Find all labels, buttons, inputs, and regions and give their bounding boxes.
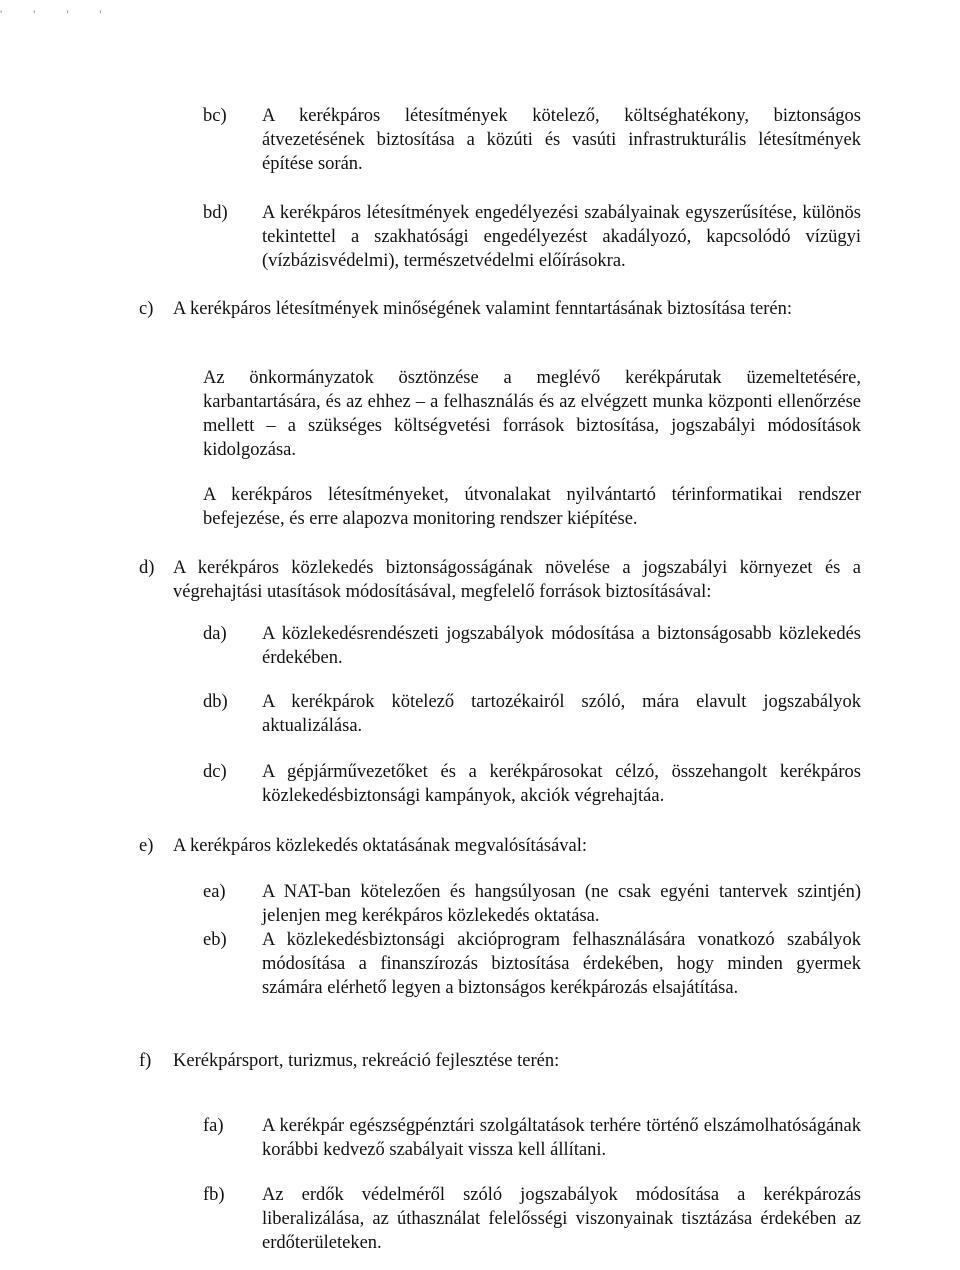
item-text: A kerékpárok kötelező tartozékairól szóló, mára elavult jogszabályok aktualizálása. — [262, 692, 861, 736]
section-heading: A kerékpáros közlekedés oktatásának megvalósításával: — [173, 836, 588, 856]
list-item-da — [203, 622, 861, 670]
item-text: A gépjárművezetőket és a kerékpárosokat célzó, összehangolt kerékpáros közlekedésbiztonsági kampányok, akciók végrehajtáa. — [262, 762, 861, 806]
scan-artifact-marks: ' ' ' ' — [0, 7, 116, 21]
section-heading: A kerékpáros közlekedés biztonságosságának növelése a jogszabályi környezet és a végrehajtási utasítások módosításával, megfelelő források biztosításával: — [173, 558, 861, 602]
item-label: dc) — [203, 762, 227, 782]
list-item-ea — [203, 880, 861, 928]
item-text: A kerékpáros létesítmények kötelező, költséghatékony, biztonságos átvezetésének biztosítása a közúti és vasúti infrastrukturális létesítmények építése során. — [262, 106, 861, 174]
item-text: A kerékpáros létesítmények engedélyezési szabályainak egyszerűsítése, különös tekintettel a szakhatósági engedélyezést akadályozó, kapcsolódó vízügyi (vízbázisvédelmi), természetvédelmi előírásokra. — [262, 203, 861, 271]
section-label: f) — [139, 1051, 152, 1071]
section-label: c) — [139, 299, 154, 319]
section-heading: Kerékpársport, turizmus, rekreáció fejlesztése terén: — [173, 1051, 560, 1071]
list-item-dc — [203, 760, 861, 808]
item-label: bd) — [203, 203, 228, 223]
list-item-eb — [203, 928, 861, 1000]
list-item-bd — [203, 201, 861, 273]
section-f — [139, 1049, 861, 1073]
item-label: db) — [203, 692, 228, 712]
item-label: bc) — [203, 106, 227, 126]
list-item-bc — [203, 104, 861, 176]
item-label: da) — [203, 624, 227, 644]
item-label: fa) — [203, 1116, 224, 1136]
section-c-paragraph-2: A kerékpáros létesítményeket, útvonalakat nyilvántartó térinformatikai rendszer befejezése, és erre alapozva monitoring rendszer kiépítése. — [203, 485, 861, 529]
item-text: A kerékpár egészségpénztári szolgáltatások terhére történő elszámolhatóságának korábbi kedvező szabályait vissza kell állítani. — [262, 1116, 861, 1160]
section-c — [139, 297, 861, 321]
section-label: e) — [139, 836, 154, 856]
list-item-fa — [203, 1114, 861, 1162]
item-text: A NAT-ban kötelezően és hangsúlyosan (ne csak egyéni tantervek szintjén) jelenjen meg kerékpáros közlekedés oktatása. — [262, 882, 861, 926]
item-label: eb) — [203, 930, 227, 950]
item-label: ea) — [203, 882, 226, 902]
section-d — [139, 556, 861, 604]
list-item-db — [203, 690, 861, 738]
item-label: fb) — [203, 1185, 225, 1205]
section-c-paragraph-1: Az önkormányzatok ösztönzése a meglévő kerékpárutak üzemeltetésére, karbantartására, és az ehhez – a felhasználás és az elvégzett munka központi ellenőrzése mellett – a szükséges költségvetési források biztosítása, jogszabályi módosítások kidolgozása. — [203, 368, 861, 460]
list-item-fb — [203, 1183, 861, 1255]
section-e — [139, 834, 861, 858]
section-label: d) — [139, 558, 155, 578]
item-text: Az erdők védelméről szóló jogszabályok módosítása a kerékpározás liberalizálása, az úthasználat felelősségi viszonyainak tisztázása érdekében az erdőterületeken. — [262, 1185, 861, 1253]
section-heading: A kerékpáros létesítmények minőségének valamint fenntartásának biztosítása terén: — [173, 299, 793, 319]
item-text: A közlekedésrendészeti jogszabályok módosítása a biztonságosabb közlekedés érdekében. — [262, 624, 861, 668]
item-text: A közlekedésbiztonsági akcióprogram felhasználására vonatkozó szabályok módosítása a finanszírozás biztosítása érdekében, hogy minden gyermek számára elérhető legyen a biztonságos kerékpározás elsajátítása. — [262, 930, 861, 998]
